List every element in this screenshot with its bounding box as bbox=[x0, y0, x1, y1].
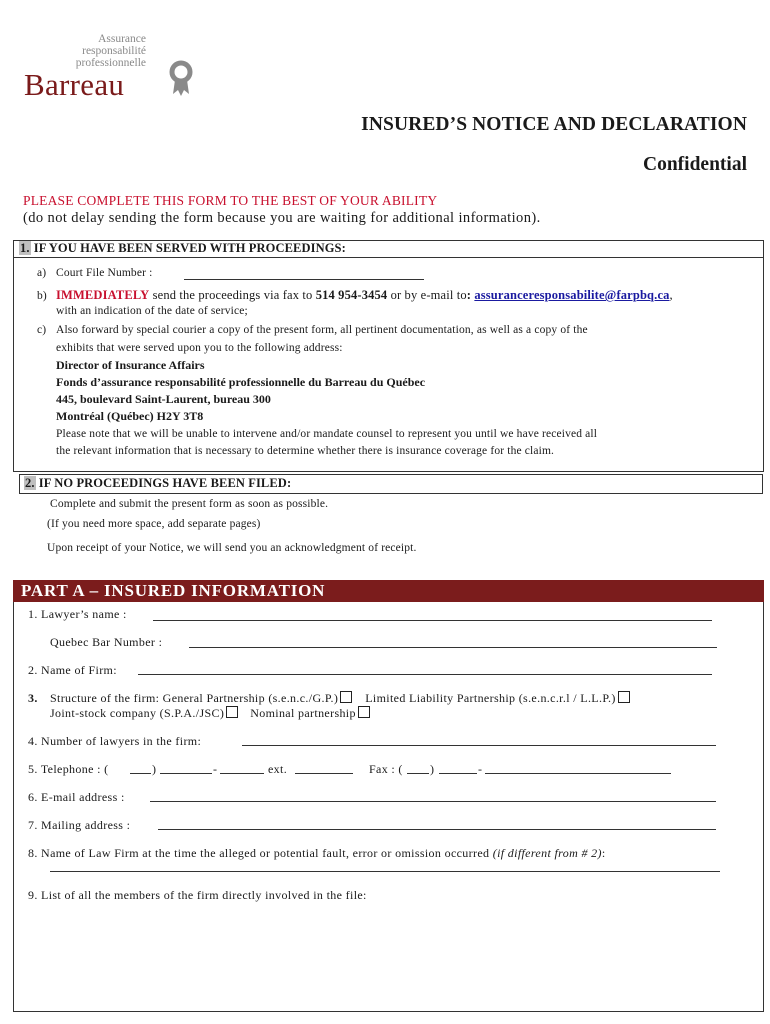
telephone-dash: - bbox=[213, 762, 218, 776]
item-b-label: b) bbox=[37, 290, 47, 302]
former-firm-italic: (if different from # 2) bbox=[492, 846, 602, 860]
logo-brand: Barreau bbox=[24, 67, 125, 102]
address-line1: Director of Insurance Affairs bbox=[56, 358, 205, 372]
form-title: INSURED’S NOTICE AND DECLARATION bbox=[361, 114, 747, 135]
form-subtitle: Confidential bbox=[642, 154, 747, 175]
address-line4: Montréal (Québec) H2Y 3T8 bbox=[56, 409, 204, 423]
section2-heading-text: IF NO PROCEEDINGS HAVE BEEN FILED: bbox=[35, 476, 292, 490]
lawyer-name-field[interactable] bbox=[153, 620, 712, 621]
mailing-address-field[interactable] bbox=[158, 829, 716, 830]
bar-number-field[interactable] bbox=[189, 647, 717, 648]
section2-number: 2. bbox=[25, 476, 35, 490]
section1-number: 1. bbox=[20, 241, 30, 255]
fax-label: Fax : ( bbox=[369, 762, 403, 776]
logo-line-professionnelle: professionnelle bbox=[75, 57, 146, 69]
fax-paren-close: ) bbox=[430, 762, 435, 776]
item-c-line1: Also forward by special courier a copy of the present form, all pertinent documentation, as well as a copy of the bbox=[56, 324, 588, 336]
item-c-line2: exhibits that were served upon you to the following address: bbox=[56, 342, 343, 354]
lawyers-count-label: 4. Number of lawyers in the firm: bbox=[28, 734, 202, 748]
immediately-text: IMMEDIATELY bbox=[56, 288, 150, 302]
structure-number: 3. bbox=[28, 691, 38, 705]
item-b-colon: : bbox=[466, 288, 475, 302]
members-list-label: 9. List of all the members of the firm directly involved in the file: bbox=[28, 888, 367, 902]
email-field[interactable] bbox=[150, 801, 716, 802]
mailing-address-label: 7. Mailing address : bbox=[28, 818, 131, 832]
section1-divider bbox=[14, 257, 763, 258]
telephone-label: 5. Telephone : ( bbox=[28, 762, 109, 776]
section2-line2: (If you need more space, add separate pages) bbox=[47, 518, 261, 530]
telephone-area-field[interactable] bbox=[130, 773, 151, 774]
llp-label: Limited Liability Partnership (s.e.n.c.r.l / L.L.P.) bbox=[365, 691, 616, 705]
lawyer-name-label: 1. Lawyer’s name : bbox=[28, 607, 127, 621]
former-firm-label bbox=[28, 846, 606, 861]
jsc-checkbox[interactable] bbox=[226, 706, 238, 718]
telephone-paren-close: ) bbox=[152, 762, 157, 776]
jsc-label: Joint-stock company (S.P.A./JSC) bbox=[50, 706, 225, 720]
former-firm-end: : bbox=[601, 846, 606, 860]
telephone-ext-label: ext. bbox=[268, 762, 288, 776]
structure-line1 bbox=[50, 691, 630, 706]
instructions-red: PLEASE COMPLETE THIS FORM TO THE BEST OF YOUR ABILITY bbox=[23, 193, 438, 208]
part-a-banner bbox=[13, 580, 764, 602]
court-file-field[interactable] bbox=[184, 279, 424, 280]
structure-line2 bbox=[50, 706, 370, 721]
firm-name-field[interactable] bbox=[138, 674, 712, 675]
part-a-box bbox=[13, 602, 764, 1012]
item-b-end: , bbox=[669, 288, 673, 302]
address-line2: Fonds d’assurance responsabilité professionnelle du Barreau du Québec bbox=[56, 375, 426, 389]
fax-dash: - bbox=[478, 762, 483, 776]
address-line3: 445, boulevard Saint-Laurent, bureau 300 bbox=[56, 392, 271, 406]
item-a-label: a) bbox=[37, 267, 47, 279]
general-partnership-checkbox[interactable] bbox=[340, 691, 352, 703]
note-line2: the relevant information that is necessary to determine whether there is insurance coverage for the claim. bbox=[56, 445, 555, 457]
part-a-heading: PART A – INSURED INFORMATION bbox=[21, 581, 326, 600]
fax-number: 514 954-3454 bbox=[315, 288, 388, 302]
instructions-note: (do not delay sending the form because you are waiting for additional information). bbox=[23, 210, 541, 226]
section2-heading bbox=[24, 476, 291, 491]
item-c-label: c) bbox=[37, 324, 47, 336]
item-b-text bbox=[56, 288, 673, 303]
email-link[interactable]: assuranceresponsabilite@farpbq.ca bbox=[474, 288, 670, 302]
section1-heading bbox=[19, 241, 346, 256]
logo-line-responsabilite: responsabilité bbox=[82, 45, 146, 57]
nominal-partnership-label: Nominal partnership bbox=[250, 706, 356, 720]
section2-line3: Upon receipt of your Notice, we will send you an acknowledgment of receipt. bbox=[47, 542, 417, 554]
note-line1: Please note that we will be unable to intervene and/or mandate counsel to represent you until we have received all bbox=[56, 428, 598, 440]
fax-area-field[interactable] bbox=[407, 773, 429, 774]
telephone-ext-field[interactable] bbox=[295, 773, 353, 774]
lawyers-count-field[interactable] bbox=[242, 745, 716, 746]
llp-checkbox[interactable] bbox=[618, 691, 630, 703]
general-partnership-label: Structure of the firm: General Partnership (s.e.n.c./G.P.) bbox=[50, 691, 339, 705]
court-file-label: Court File Number : bbox=[56, 267, 153, 279]
item-b-line2: with an indication of the date of service; bbox=[56, 305, 248, 317]
former-firm-text: 8. Name of Law Firm at the time the alleged or potential fault, error or omission occurred bbox=[28, 846, 493, 860]
item-b-text1: send the proceedings via fax to bbox=[149, 288, 316, 302]
fax-prefix-field[interactable] bbox=[439, 773, 477, 774]
bar-number-label: Quebec Bar Number : bbox=[50, 635, 163, 649]
fax-line-field[interactable] bbox=[485, 773, 671, 774]
logo-line-assurance: Assurance bbox=[98, 33, 146, 45]
seal-icon bbox=[166, 60, 196, 100]
email-label: 6. E-mail address : bbox=[28, 790, 125, 804]
item-b-text2: or by e-mail to bbox=[387, 288, 467, 302]
telephone-prefix-field[interactable] bbox=[160, 773, 212, 774]
section2-line1: Complete and submit the present form as soon as possible. bbox=[50, 498, 329, 510]
nominal-partnership-checkbox[interactable] bbox=[358, 706, 370, 718]
telephone-line-field[interactable] bbox=[220, 773, 264, 774]
former-firm-field[interactable] bbox=[50, 871, 720, 872]
section1-heading-text: IF YOU HAVE BEEN SERVED WITH PROCEEDINGS: bbox=[30, 241, 346, 255]
firm-name-label: 2. Name of Firm: bbox=[28, 663, 117, 677]
